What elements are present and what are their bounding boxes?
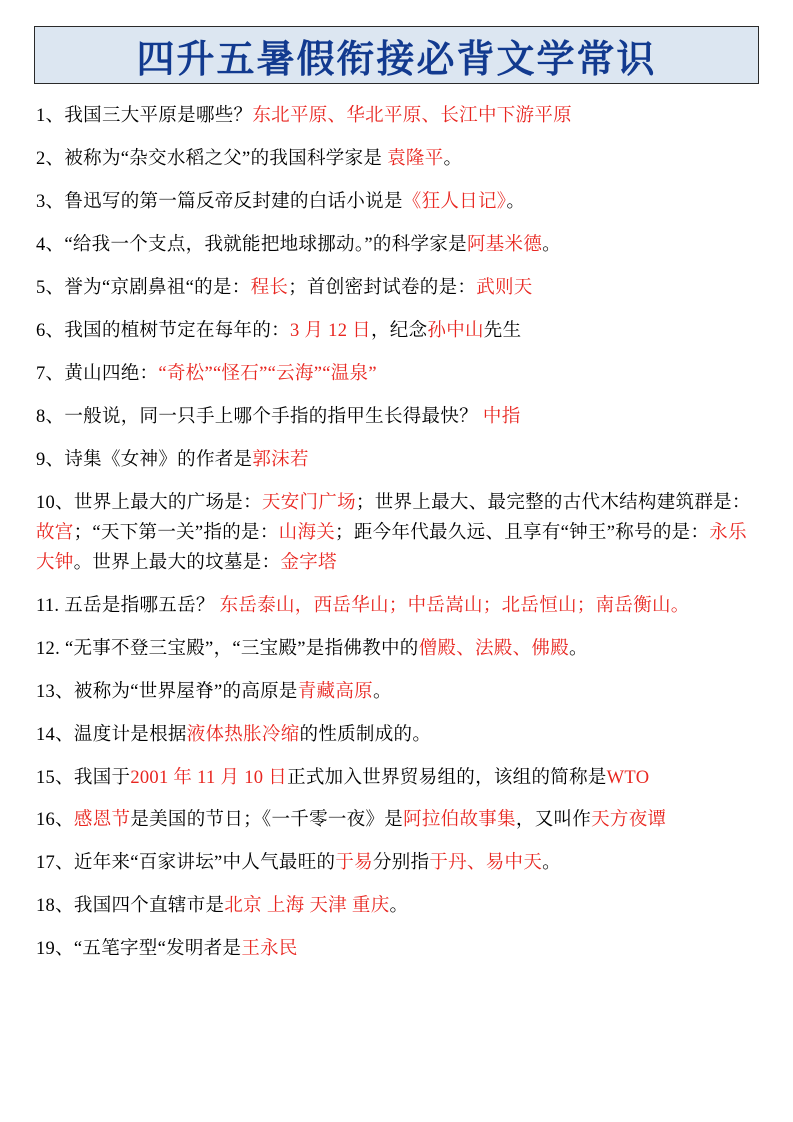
- answer-text: 《狂人日记》: [402, 191, 507, 212]
- question-text: 。: [443, 148, 463, 169]
- question-text: 13、被称为“世界屋脊”的高原是: [36, 681, 298, 702]
- answer-text: 2001 年 11 月 10 日: [130, 767, 288, 788]
- question-text: 7、黄山四绝：: [36, 363, 159, 384]
- fact-item: [36, 935, 757, 965]
- fact-item: [36, 849, 757, 879]
- question-text: ，又叫作: [515, 810, 592, 831]
- question-text: 4、“给我一个支点，我就能把地球挪动。”的科学家是: [36, 234, 467, 255]
- question-text: 11. 五岳是指哪五岳？: [36, 595, 220, 616]
- fact-item: [36, 892, 757, 922]
- fact-item: [36, 446, 757, 476]
- answer-text: 金字塔: [280, 552, 337, 573]
- fact-item: [36, 145, 757, 175]
- answer-text: WTO: [606, 767, 650, 788]
- question-text: 先生: [483, 320, 522, 341]
- answer-text: 孙中山: [427, 320, 484, 341]
- question-text: 16、: [36, 810, 74, 831]
- question-text: 。: [542, 853, 561, 874]
- question-text: 。: [372, 681, 392, 702]
- fact-item: [36, 188, 757, 218]
- question-text: 5、誉为“京剧鼻祖“的是：: [36, 277, 251, 298]
- answer-text: 天方夜谭: [591, 810, 667, 831]
- answer-text: 程长: [250, 277, 289, 298]
- answer-text: 袁隆平: [387, 148, 444, 169]
- answer-text: 东北平原、华北平原、长江中下游平原: [252, 106, 572, 126]
- fact-item: [36, 764, 757, 794]
- answer-text: 液体热胀冷缩: [186, 724, 300, 745]
- answer-text: 阿基米德: [466, 234, 543, 255]
- answer-text: “奇松”“怪石”“云海”“温泉”: [158, 363, 377, 384]
- question-text: 。: [542, 234, 561, 255]
- fact-item: [36, 721, 757, 751]
- answer-text: 感恩节: [73, 810, 131, 831]
- question-text: 。: [506, 191, 526, 212]
- answer-text: 北京 上海 天津 重庆: [224, 896, 390, 917]
- answer-text: 故宫: [36, 522, 74, 543]
- fact-item: [36, 592, 757, 622]
- answer-text: 永乐大钟: [36, 522, 747, 573]
- question-text: 19、“五笔字型“发明者是: [36, 939, 242, 960]
- question-text: 14、温度计是根据: [36, 724, 187, 745]
- answer-text: 僧殿、法殿、佛殿: [418, 638, 570, 659]
- question-text: 正式加入世界贸易组的，该组的简称是: [287, 767, 607, 788]
- question-text: ，纪念: [370, 320, 428, 341]
- question-text: 8、一般说，同一只手上哪个手指的指甲生长得最快？: [36, 406, 483, 427]
- fact-item: [36, 102, 757, 132]
- question-text: 18、我国四个直辖市是: [36, 896, 225, 917]
- question-text: 3、鲁迅写的第一篇反帝反封建的白话小说是: [36, 191, 403, 212]
- question-text: ；距今年代最久远、且享有“钟王”称号的是：: [335, 522, 710, 543]
- answer-text: 郭沫若: [252, 449, 309, 470]
- fact-item: [36, 403, 757, 433]
- question-text: 的性质制成的。: [299, 724, 432, 745]
- fact-item: [36, 489, 757, 579]
- answer-text: 王永民: [241, 939, 298, 960]
- question-text: 6、我国的植树节定在每年的：: [36, 320, 290, 341]
- question-text: 分别指: [372, 853, 430, 874]
- question-text: 10、世界上最大的广场是：: [36, 492, 262, 513]
- fact-item: [36, 231, 757, 261]
- question-text: 12. “无事不登三宝殿”，“三宝殿”是指佛教中的: [36, 638, 419, 659]
- question-text: ；首创密封试卷的是：: [288, 277, 477, 298]
- fact-item: [36, 806, 757, 836]
- answer-text: 3 月 12 日: [289, 320, 371, 341]
- question-text: 17、近年来“百家讲坛”中人气最旺的: [36, 853, 336, 874]
- question-text: 。世界上最大的坟墓是：: [73, 552, 281, 573]
- question-text: ；世界上最大、最完整的古代木结构建筑群是：: [355, 492, 751, 513]
- question-text: 1、我国三大平原是哪些？: [36, 106, 253, 126]
- answer-text: 武则天: [476, 277, 533, 298]
- question-text: 9、诗集《女神》的作者是: [36, 449, 253, 470]
- document-title-banner: [34, 26, 759, 84]
- answer-text: 于丹、易中天: [429, 853, 543, 874]
- answer-text: 天安门广场: [261, 492, 356, 513]
- answer-text: 青藏高原: [297, 681, 373, 702]
- document-body: [30, 102, 763, 965]
- answer-text: 中指: [482, 406, 521, 427]
- fact-item: [36, 274, 757, 304]
- fact-item: [36, 678, 757, 708]
- question-text: 15、我国于: [36, 767, 131, 788]
- fact-item: [36, 317, 757, 347]
- question-text: 。: [389, 896, 409, 917]
- answer-text: 山海关: [278, 522, 336, 543]
- question-text: ；“天下第一关”指的是：: [73, 522, 279, 543]
- page-title: 四升五暑假衔接必背文学常识: [136, 38, 657, 81]
- answer-text: 东岳泰山，西岳华山；中岳嵩山；北岳恒山；南岳衡山。: [219, 595, 690, 616]
- answer-text: 阿拉伯故事集: [403, 810, 516, 831]
- question-text: 是美国的节日；《一千零一夜》是: [130, 810, 404, 831]
- answer-text: 于易: [335, 853, 373, 874]
- question-text: 。: [569, 638, 588, 659]
- question-text: 2、被称为“杂交水稻之父”的我国科学家是: [36, 148, 388, 169]
- fact-item: [36, 635, 757, 665]
- fact-item: [36, 360, 757, 390]
